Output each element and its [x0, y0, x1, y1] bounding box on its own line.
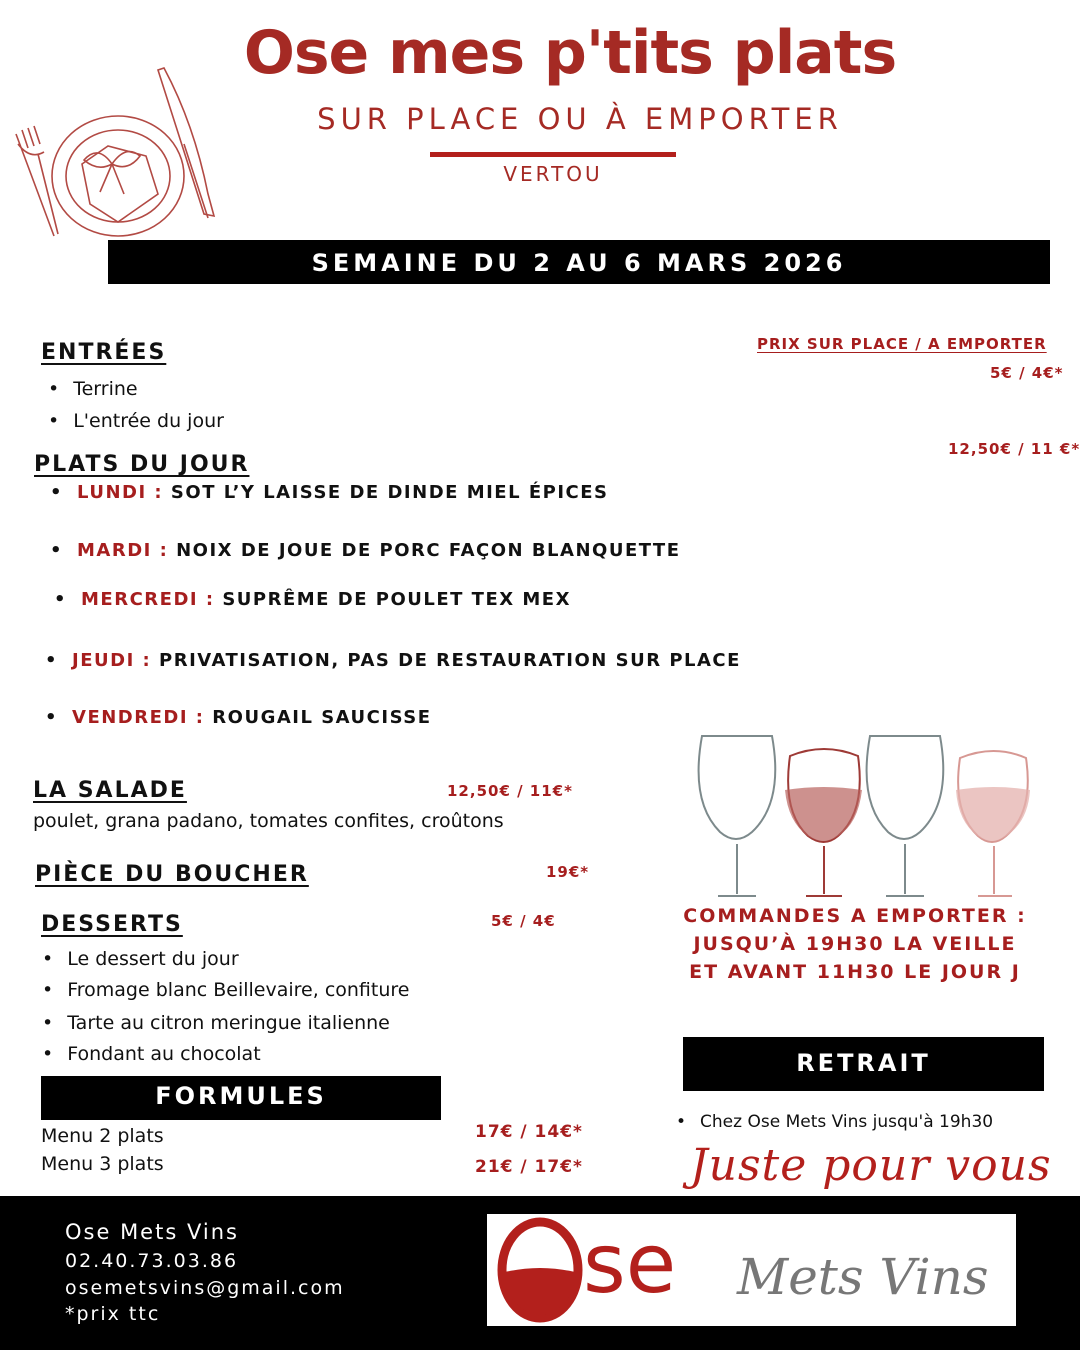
dessert-item: • Fondant au chocolat: [42, 1043, 261, 1065]
day-item-mardi: • MARDI : NOIX DE JOUE DE PORC FAÇON BLANQUETTE: [50, 540, 681, 561]
logo-word-ose: se: [583, 1217, 677, 1312]
logo: [487, 1214, 1016, 1326]
commandes-line: COMMANDES A EMPORTER :: [683, 905, 1027, 927]
footer-email: osemetsvins@gmail.com: [65, 1277, 345, 1299]
commandes-info: [660, 902, 1050, 986]
desserts-price: 5€ / 4€: [491, 912, 556, 930]
retrait-banner: RETRAIT: [683, 1037, 1044, 1091]
subtitle: SUR PLACE OU À EMPORTER: [317, 102, 843, 136]
dessert-item: • Tarte au citron meringue italienne: [42, 1012, 390, 1034]
formule-label: Menu 2 plats: [41, 1125, 164, 1147]
dessert-item: • Fromage blanc Beillevaire, confiture: [42, 979, 409, 1001]
wine-glasses-illustration: [690, 732, 1040, 902]
boucher-price: 19€*: [546, 863, 590, 881]
entree-item: • L'entrée du jour: [48, 410, 224, 432]
formule-price: 17€ / 14€*: [475, 1122, 583, 1142]
plate-cutlery-illustration: [8, 64, 220, 242]
tagline: Juste pour vous: [690, 1140, 1052, 1191]
city-label: VERTOU: [503, 162, 603, 186]
commandes-line: ET AVANT 11H30 LE JOUR J: [689, 961, 1021, 983]
boucher-title: PIÈCE DU BOUCHER: [35, 862, 309, 887]
formule-label: Menu 3 plats: [41, 1153, 164, 1175]
formules-banner: FORMULES: [41, 1076, 441, 1120]
entrees-price: 5€ / 4€*: [990, 364, 1064, 382]
logo-word-metsvins: Mets Vins: [737, 1248, 989, 1306]
page-title: Ose mes p'tits plats: [243, 18, 897, 88]
dessert-item: • Le dessert du jour: [42, 948, 239, 970]
entrees-title: ENTRÉES: [41, 340, 167, 365]
salade-title: LA SALADE: [33, 778, 187, 803]
retrait-item: • Chez Ose Mets Vins jusqu'à 19h30: [676, 1112, 993, 1132]
day-item-jeudi: • JEUDI : PRIVATISATION, PAS DE RESTAURATION SUR PLACE: [45, 650, 741, 671]
commandes-line: JUSQU’À 19H30 LA VEILLE: [693, 933, 1017, 955]
title-divider: [430, 152, 676, 157]
desserts-title: DESSERTS: [41, 912, 183, 937]
footer-note: *prix ttc: [65, 1303, 161, 1325]
formule-price: 21€ / 17€*: [475, 1157, 583, 1177]
entree-item: • Terrine: [48, 378, 138, 400]
plats-price: 12,50€ / 11 €*: [948, 440, 1080, 458]
plats-title: PLATS DU JOUR: [34, 452, 250, 477]
day-item-mercredi: • MERCREDI : SUPRÊME DE POULET TEX MEX: [54, 589, 571, 610]
salade-desc: poulet, grana padano, tomates confites, croûtons: [33, 810, 504, 832]
footer-name: Ose Mets Vins: [65, 1220, 239, 1244]
logo-glass-icon: [495, 1216, 585, 1324]
week-banner: SEMAINE DU 2 AU 6 MARS 2026: [108, 240, 1050, 284]
day-item-vendredi: • VENDREDI : ROUGAIL SAUCISSE: [45, 707, 432, 728]
price-header: PRIX SUR PLACE / A EMPORTER: [757, 335, 1047, 353]
salade-price: 12,50€ / 11€*: [447, 782, 573, 800]
day-item-lundi: • LUNDI : SOT L’Y LAISSE DE DINDE MIEL ÉPICES: [50, 482, 609, 503]
footer-phone: 02.40.73.03.86: [65, 1250, 239, 1272]
